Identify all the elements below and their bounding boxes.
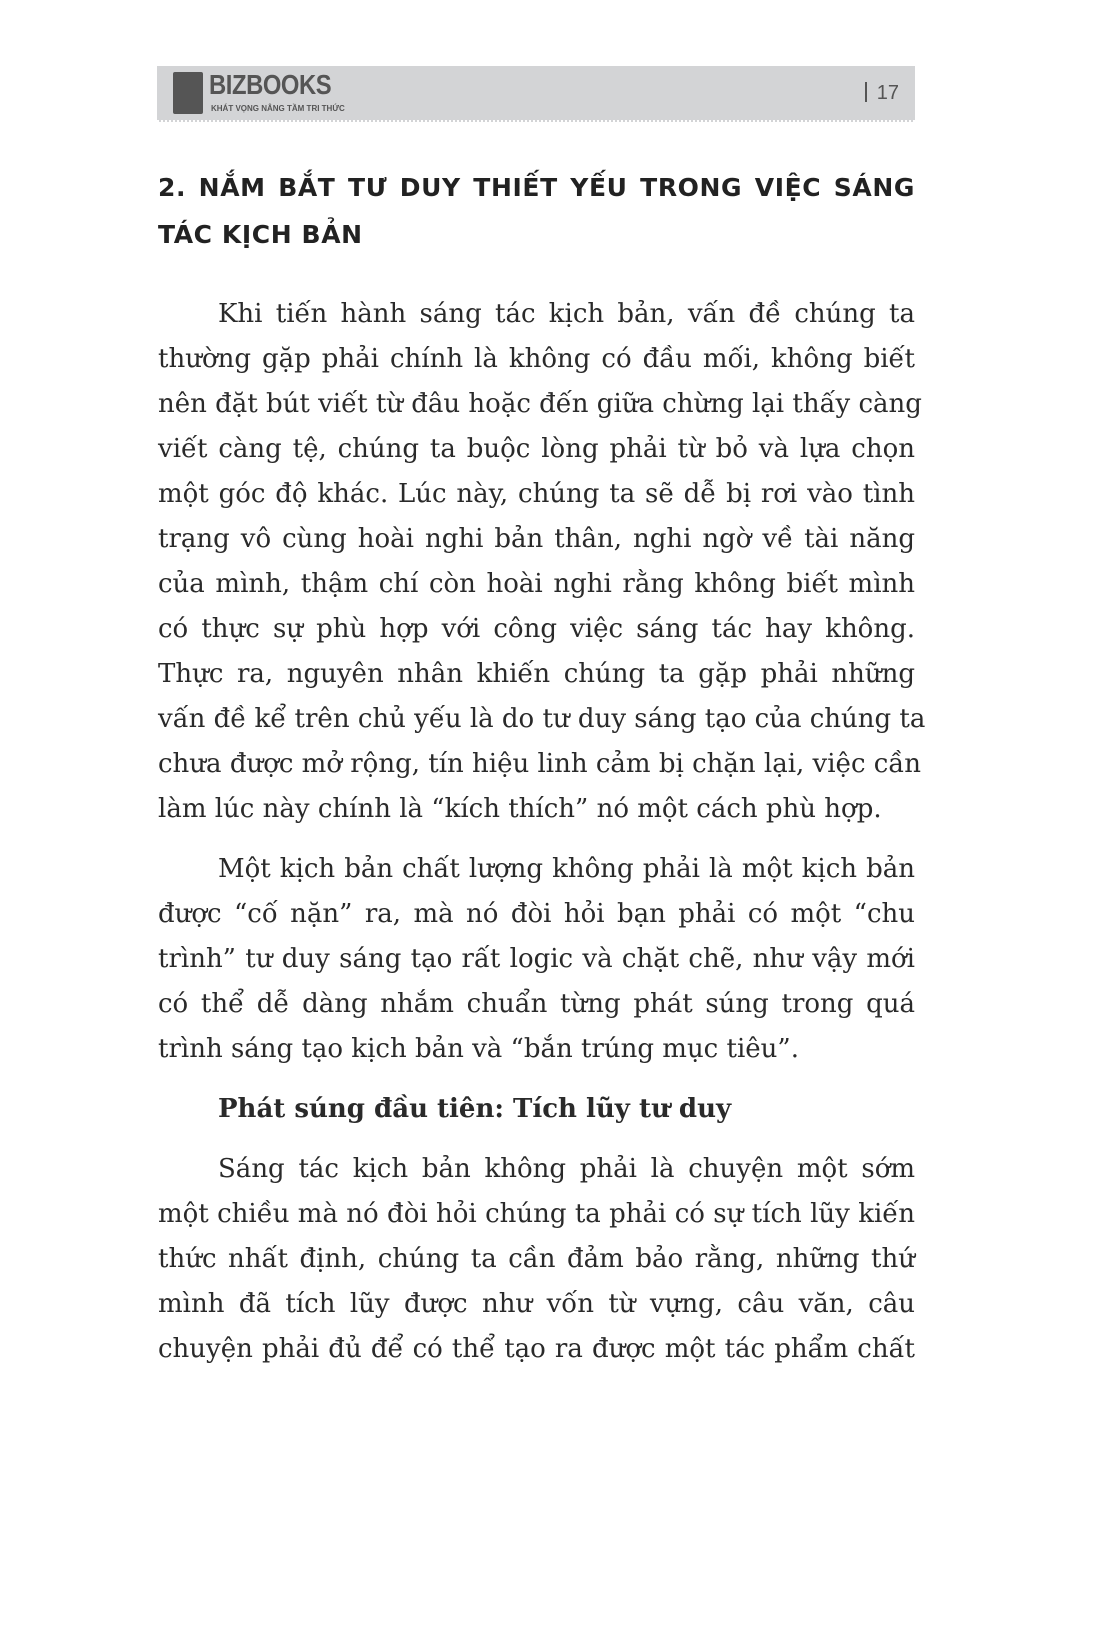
- paragraph: [158, 847, 915, 1072]
- section-heading: [158, 164, 915, 258]
- text-line: thường gặp phải chính là không có đầu mối, không biết: [158, 344, 915, 374]
- text-line: trình” tư duy sáng tạo rất logic và chặt chẽ, như vậy mới: [158, 944, 915, 974]
- text-line: chuyện phải đủ để có thể tạo ra được một tác phẩm chất: [158, 1334, 915, 1364]
- paragraph: [158, 1147, 915, 1372]
- page-header: [157, 66, 915, 122]
- page-number: 17: [865, 82, 899, 105]
- text-line: Sáng tác kịch bản không phải là chuyện một sớm: [218, 1154, 915, 1184]
- body-text: [158, 292, 926, 1387]
- text-line: có thực sự phù hợp với công việc sáng tác hay không.: [158, 614, 915, 644]
- text-line: Thực ra, nguyên nhân khiến chúng ta gặp phải những: [158, 659, 915, 689]
- text-line: làm lúc này chính là “kích thích” nó một cách phù hợp.: [158, 794, 882, 824]
- text-line: trình sáng tạo kịch bản và “bắn trúng mục tiêu”.: [158, 1034, 799, 1064]
- text-line: được “cố nặn” ra, mà nó đòi hỏi bạn phải có một “chu: [158, 899, 915, 929]
- text-line: của mình, thậm chí còn hoài nghi rằng không biết mình: [158, 569, 915, 599]
- text-line: Một kịch bản chất lượng không phải là một kịch bản: [218, 854, 915, 884]
- heading-line: 2. NẮM BẮT TƯ DUY THIẾT YẾU TRONG VIỆC SÁNG: [158, 173, 915, 202]
- text-line: trạng vô cùng hoài nghi bản thân, nghi ngờ về tài năng: [158, 524, 915, 554]
- bizbooks-logo-icon: [173, 72, 203, 114]
- text-line: viết càng tệ, chúng ta buộc lòng phải từ bỏ và lựa chọn: [158, 434, 915, 464]
- heading-line: TÁC KỊCH BẢN: [158, 220, 363, 249]
- text-line: nên đặt bút viết từ đâu hoặc đến giữa chừng lại thấy càng: [158, 389, 922, 419]
- subheading: Phát súng đầu tiên: Tích lũy tư duy: [218, 1094, 732, 1124]
- paragraph: [158, 292, 926, 832]
- logo-text: BIZBOOKS: [209, 69, 332, 100]
- text-line: một chiều mà nó đòi hỏi chúng ta phải có sự tích lũy kiến: [158, 1199, 915, 1229]
- text-line: thức nhất định, chúng ta cần đảm bảo rằng, những thứ: [158, 1244, 915, 1274]
- text-line: Khi tiến hành sáng tác kịch bản, vấn đề chúng ta: [218, 299, 915, 329]
- text-line: chưa được mở rộng, tín hiệu linh cảm bị chặn lại, việc cần: [158, 749, 922, 779]
- text-line: mình đã tích lũy được như vốn từ vựng, câu văn, câu: [158, 1289, 915, 1319]
- text-line: một góc độ khác. Lúc này, chúng ta sẽ dễ bị rơi vào tình: [158, 479, 915, 509]
- logo-tagline: KHÁT VỌNG NÂNG TẦM TRI THỨC: [211, 104, 345, 113]
- text-line: vấn đề kể trên chủ yếu là do tư duy sáng tạo của chúng ta: [158, 704, 926, 734]
- text-line: có thể dễ dàng nhắm chuẩn từng phát súng trong quá: [158, 989, 915, 1019]
